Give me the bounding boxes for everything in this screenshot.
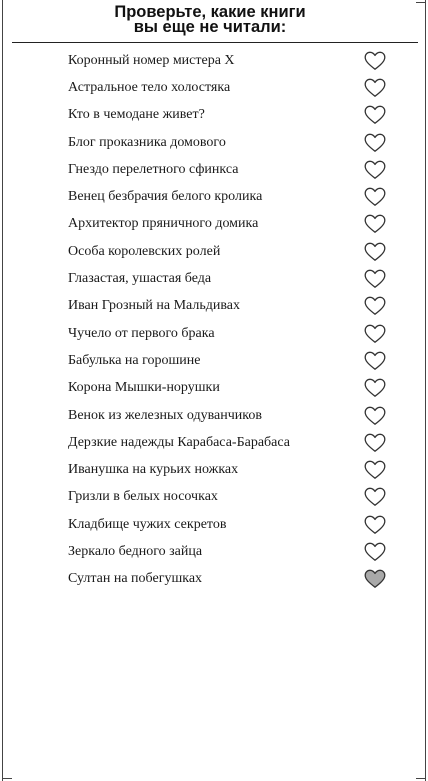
list-item [0, 156, 428, 183]
book-title: Венец безбрачия белого кролика [68, 189, 263, 205]
list-item [0, 211, 428, 238]
heart-icon[interactable] [364, 105, 386, 125]
book-title: Астральное тело холостяка [68, 79, 231, 95]
list-item [0, 347, 428, 374]
book-list [0, 47, 428, 593]
list-item [0, 402, 428, 429]
list-item [0, 511, 428, 538]
book-title: Султан на побегушках [68, 571, 203, 587]
page-title-line-2: вы еще не читали: [133, 18, 287, 36]
list-item [0, 129, 428, 156]
heart-icon[interactable] [364, 51, 386, 71]
page-title [12, 5, 408, 35]
list-item [0, 456, 428, 483]
book-title: Кто в чемодане живет? [68, 107, 205, 123]
list-item [0, 265, 428, 292]
title-divider [12, 42, 418, 43]
heart-icon[interactable] [364, 296, 386, 316]
list-item [0, 320, 428, 347]
book-title: Глазастая, ушастая беда [68, 271, 212, 287]
heart-icon[interactable] [364, 133, 386, 153]
heart-icon[interactable] [364, 242, 386, 262]
book-title: Зеркало бедного зайца [68, 543, 203, 559]
list-item [0, 538, 428, 565]
book-title: Коронный номер мистера Х [68, 52, 235, 68]
list-item [0, 566, 428, 593]
book-title: Гнездо перелетного сфинкса [68, 161, 239, 177]
heart-icon[interactable] [364, 160, 386, 180]
book-title: Чучело от первого брака [68, 325, 215, 341]
heart-icon[interactable] [364, 378, 386, 398]
heart-icon[interactable] [364, 324, 386, 344]
page-title-line-1: Проверьте, какие книги [114, 3, 306, 21]
heart-icon[interactable] [364, 460, 386, 480]
book-title: Кладбище чужих секретов [68, 516, 227, 532]
list-item [0, 238, 428, 265]
list-item [0, 47, 428, 74]
book-title: Гризли в белых носочках [68, 489, 218, 505]
heart-icon[interactable] [364, 214, 386, 234]
heart-icon[interactable] [364, 406, 386, 426]
corner-mark-bottom-left [2, 778, 12, 779]
heart-icon[interactable] [364, 351, 386, 371]
list-item [0, 102, 428, 129]
list-item [0, 375, 428, 402]
heart-icon[interactable] [364, 269, 386, 289]
list-item [0, 429, 428, 456]
book-title: Венок из железных одуванчиков [68, 407, 262, 423]
heart-icon[interactable] [364, 433, 386, 453]
book-title: Архитектор пряничного домика [68, 216, 259, 232]
list-item [0, 74, 428, 101]
book-title: Особа королевских ролей [68, 243, 221, 259]
heart-icon[interactable] [364, 78, 386, 98]
heart-icon[interactable] [364, 542, 386, 562]
heart-icon[interactable] [364, 487, 386, 507]
book-title: Корона Мышки-норушки [68, 380, 220, 396]
corner-mark-bottom-right [416, 778, 426, 779]
book-title: Блог проказника домового [68, 134, 226, 150]
book-title: Иванушка на курьих ножках [68, 462, 239, 478]
heart-icon[interactable] [364, 515, 386, 535]
book-title: Дерзкие надежды Карабаса-Барабаса [68, 434, 290, 450]
list-item [0, 484, 428, 511]
list-item [0, 183, 428, 210]
corner-mark-top-right [416, 2, 426, 3]
heart-icon[interactable] [364, 569, 386, 589]
list-item [0, 293, 428, 320]
book-title: Иван Грозный на Мальдивах [68, 298, 240, 314]
book-title: Бабулька на горошине [68, 352, 201, 368]
heart-icon[interactable] [364, 187, 386, 207]
